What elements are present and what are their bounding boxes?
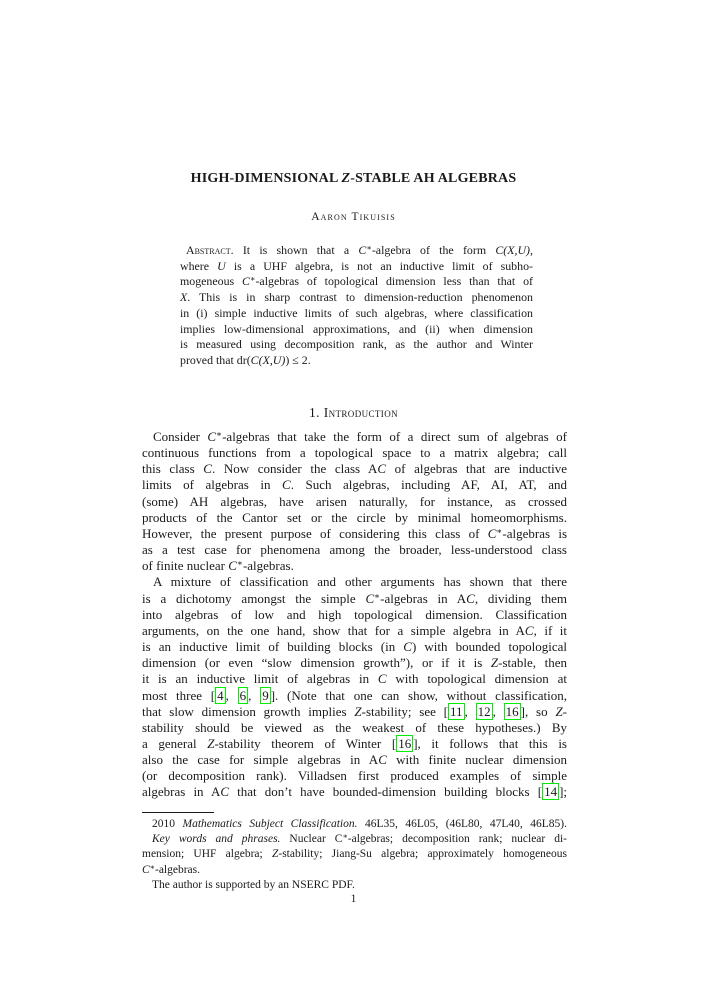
text-line: Consider C∗-algebras that take the form of a direct sum of algebras of bbox=[153, 429, 567, 444]
citation-link[interactable]: 9 bbox=[262, 687, 269, 703]
footnote-rule bbox=[142, 812, 214, 813]
citation-link[interactable]: 12 bbox=[477, 703, 491, 719]
text-line: it is an inductive limit of algebras in C with topological dimension at bbox=[142, 671, 567, 687]
text-line: algebras in AC that don’t have bounded-dimension building blocks [ 14 ]; bbox=[142, 784, 568, 800]
text-line: Key words and phrases. Nuclear C∗-algebras; decomposition rank; nuclear di- bbox=[152, 831, 567, 846]
section-heading: 1. Introduction bbox=[309, 405, 398, 420]
text-line: is a dichotomy amongst the simple C∗-algebras in AC, dividing them bbox=[142, 590, 567, 606]
text-line: However, the present purpose of considering this class of C∗-algebras is bbox=[142, 525, 567, 541]
citation-link[interactable]: 14 bbox=[544, 784, 558, 800]
text-line: this class C. Now consider the class AC of algebras that are inductive bbox=[142, 461, 567, 477]
footnotes-block bbox=[142, 817, 567, 893]
text-line: products of the Cantor set or the circle by minimal homeomorphisms. bbox=[142, 509, 567, 525]
text-line: of finite nuclear C∗-algebras. bbox=[142, 558, 294, 574]
text-line: implies low-dimensional approximations, and (ii) when dimension bbox=[180, 321, 533, 336]
text-line: X. This is in sharp contrast to dimension-reduction phenomenon bbox=[180, 290, 533, 305]
text-line: that slow dimension growth implies Z-stability; see [ 11 , 12 , 16 ], so Z- bbox=[142, 703, 568, 719]
text-line: Abstract. It is shown that a C∗-algebra of the form C(X,U), bbox=[186, 243, 533, 257]
citation-link[interactable]: 16 bbox=[398, 735, 412, 751]
text-line: most three [ 4 , 6 , 9 ]. (Note that one can show, without classification, bbox=[142, 687, 568, 703]
text-line: stability should be viewed as the weakest of these hypotheses.) By bbox=[142, 719, 567, 735]
citation-link[interactable]: 4 bbox=[217, 687, 224, 703]
text-line: The author is supported by an NSERC PDF. bbox=[152, 878, 355, 891]
text-line: also the case for simple algebras in AC with finite nuclear dimension bbox=[142, 752, 568, 768]
abstract-block bbox=[180, 243, 533, 369]
citation-link[interactable]: 16 bbox=[505, 703, 519, 719]
citation-link[interactable]: 11 bbox=[450, 703, 463, 719]
text-line: mension; UHF algebra; Z-stability; Jiang-Su algebra; approximately homogeneous bbox=[142, 848, 568, 861]
text-line: 2010 Mathematics Subject Classification. 46L35, 46L05, (46L80, 47L40, 46L85). bbox=[152, 818, 567, 830]
text-line: C∗-algebras. bbox=[142, 862, 201, 876]
text-line: A mixture of classification and other arguments has shown that there bbox=[153, 574, 567, 590]
text-line: in (i) simple inductive limits of such algebras, where classification bbox=[180, 305, 533, 320]
text-line: into algebras of low and high topological dimension. Classification bbox=[142, 606, 567, 622]
text-line: mogeneous C∗-algebras of topological dimension less than that of bbox=[180, 274, 533, 289]
text-line: is an inductive limit of building blocks (in C) with bounded topological bbox=[142, 639, 567, 655]
text-line: (or decomposition rank). Villadsen first produced examples of simple bbox=[142, 768, 567, 784]
text-line: proved that dr(C(X,U)) ≤ 2. bbox=[180, 352, 311, 367]
paragraph bbox=[142, 429, 567, 574]
paragraph bbox=[142, 574, 567, 800]
text-line: (some) AH algebras, have arisen naturally, for instance, as crossed bbox=[142, 493, 567, 509]
paper-title: HIGH-DIMENSIONAL Z-STABLE AH ALGEBRAS bbox=[190, 171, 517, 186]
text-line: is measured using decomposition rank, as the author and Winter bbox=[180, 337, 533, 352]
text-line: as a test case for phenomena among the broader, less-understood class bbox=[142, 542, 567, 558]
text-line: dimension (or even “slow dimension growth”), or if it is Z-stable, then bbox=[142, 655, 567, 671]
text-line: where U is a UHF algebra, is not an inductive limit of subho- bbox=[180, 258, 533, 273]
text-line: arguments, on the one hand, show that for a simple algebra in AC, if it bbox=[142, 622, 567, 638]
paper-author: Aaron Tikuisis bbox=[311, 211, 396, 223]
text-line: continuous functions from a topological space to a matrix algebra; call bbox=[142, 445, 567, 461]
text-line: a general Z-stability theorem of Winter [ 16 ], it follows that this is bbox=[142, 735, 567, 751]
page-number: 1 bbox=[350, 893, 357, 905]
text-line: limits of algebras in C. Such algebras, including AF, AI, AT, and bbox=[142, 477, 567, 493]
body-text bbox=[142, 429, 567, 801]
citation-link[interactable]: 6 bbox=[239, 687, 247, 703]
